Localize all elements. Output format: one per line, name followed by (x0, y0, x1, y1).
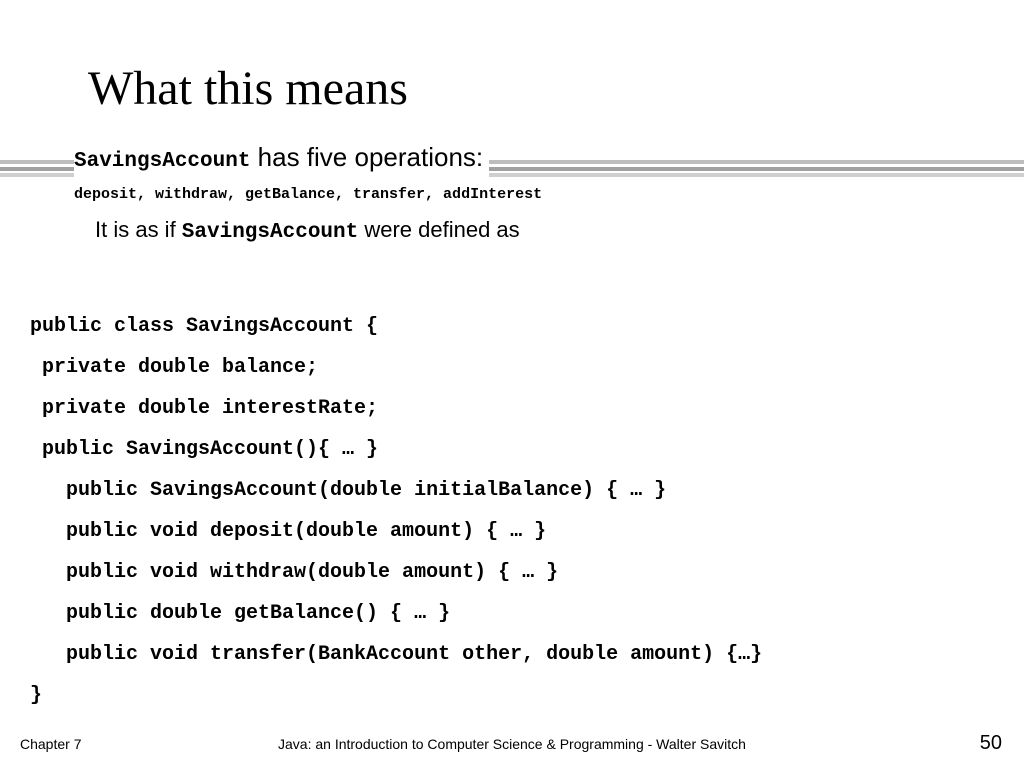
footer-book-title: Java: an Introduction to Computer Science & Programming - Walter Savitch (278, 736, 746, 752)
as-if-class-name: SavingsAccount (181, 221, 359, 244)
code-line: public void withdraw(double amount) { … } (30, 561, 559, 584)
code-line: public class SavingsAccount { (30, 315, 379, 338)
intro-line (74, 140, 489, 179)
code-line: public SavingsAccount(double initialBalance) { … } (30, 479, 667, 502)
as-if-suffix: were defined as (358, 217, 520, 242)
as-if-prefix: It is as if (95, 217, 182, 242)
code-line: public double getBalance() { … } (30, 602, 451, 625)
intro-text: has five operations: (250, 142, 484, 172)
code-line: } (30, 684, 43, 707)
intro-class-name: SavingsAccount (74, 150, 251, 173)
footer-chapter: Chapter 7 (20, 736, 82, 752)
code-block (30, 306, 762, 716)
code-line: private double balance; (30, 356, 319, 379)
as-if-line (95, 214, 520, 249)
operations-list: deposit, withdraw, getBalance, transfer, addInterest (74, 186, 543, 203)
code-line: public void deposit(double amount) { … } (30, 520, 547, 543)
code-line: public void transfer(BankAccount other, double amount) {…} (30, 643, 763, 666)
page-number: 50 (979, 732, 1002, 754)
code-line: private double interestRate; (30, 397, 379, 420)
code-line: public SavingsAccount(){ … } (30, 438, 379, 461)
slide-title: What this means (88, 62, 408, 115)
